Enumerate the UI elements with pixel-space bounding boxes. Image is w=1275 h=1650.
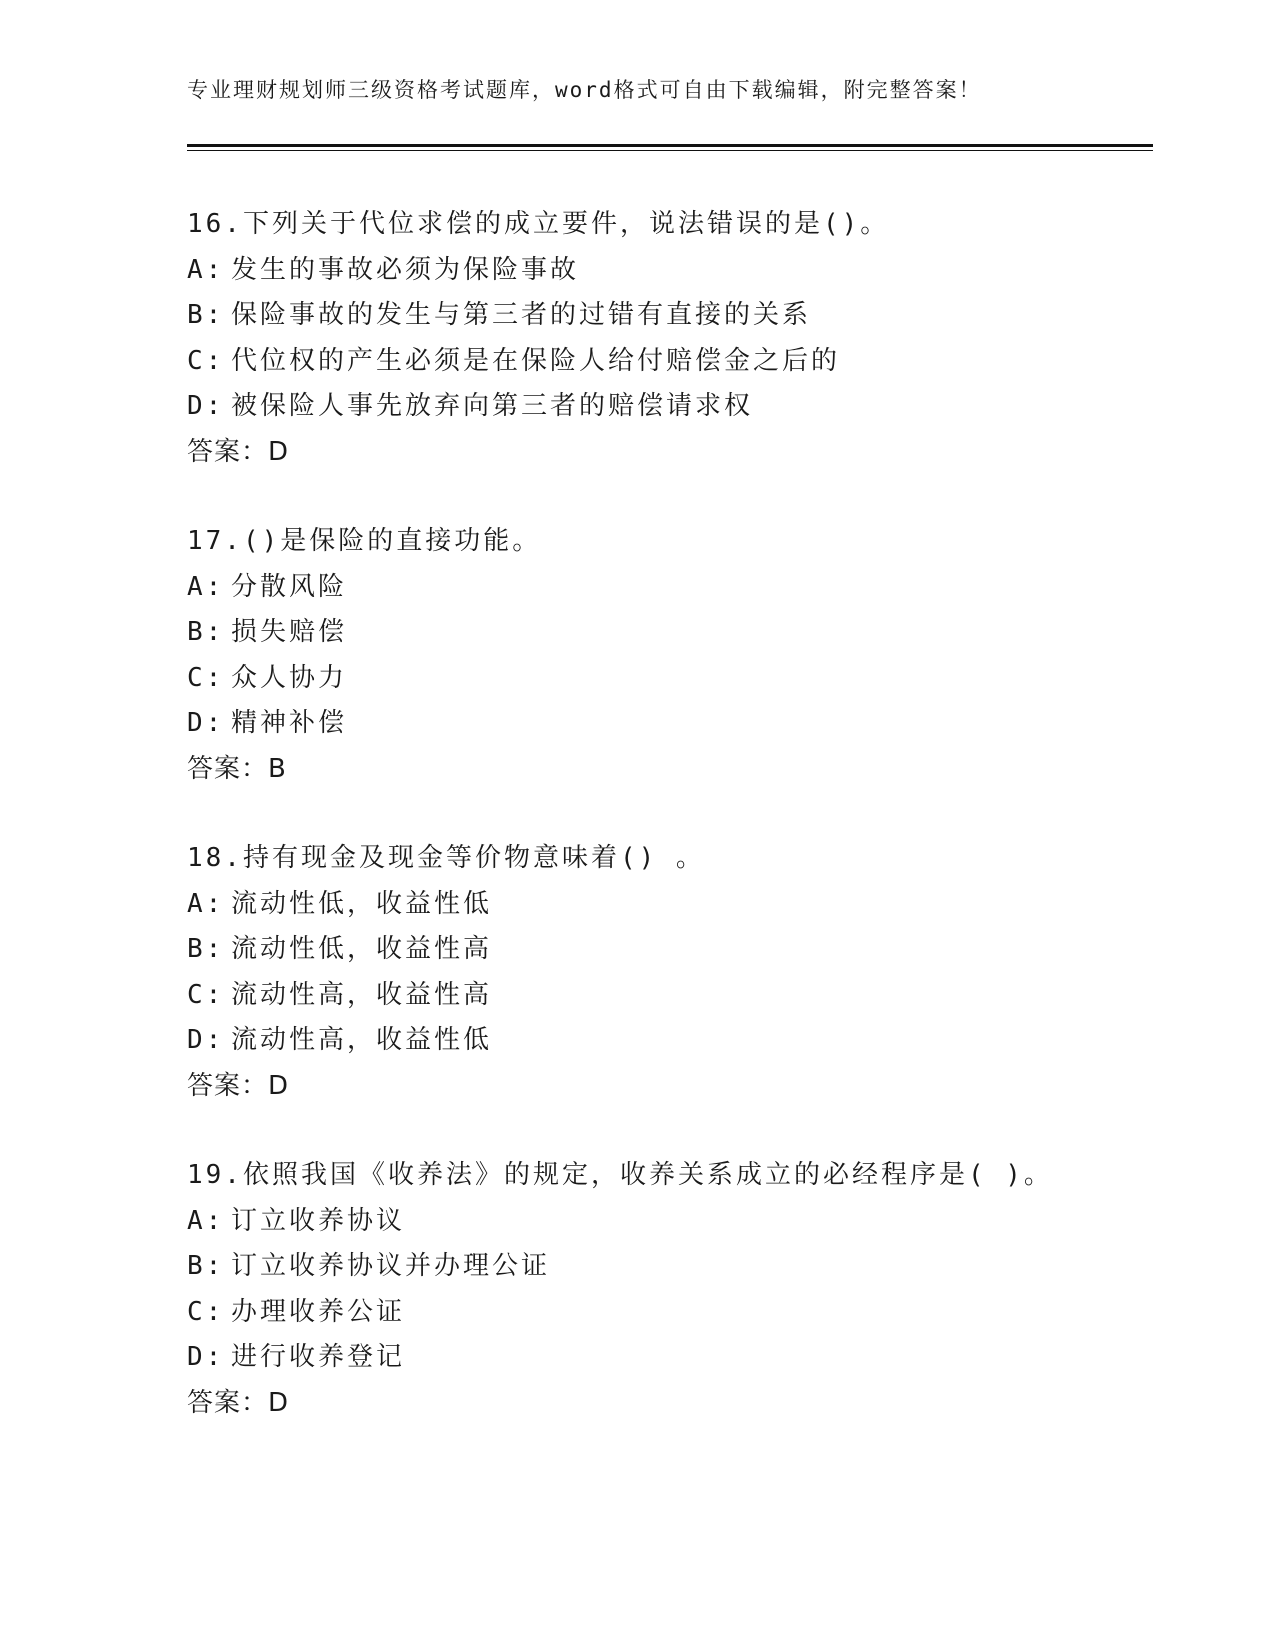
option-text: 损失赔偿 (231, 617, 348, 647)
answer-line: 答案：B (187, 753, 287, 784)
answer-line: 答案：D (187, 1070, 290, 1101)
option-a (187, 882, 1147, 928)
option-d (187, 701, 1147, 747)
option-letter: D: (187, 391, 225, 421)
header-rule (187, 144, 1153, 147)
question-19 (187, 1153, 1147, 1426)
option-c (187, 656, 1147, 702)
option-text: 订立收养协议 (231, 1205, 406, 1236)
document-header: 专业理财规划师三级资格考试题库，word格式可自由下载编辑，附完整答案！ (187, 78, 982, 102)
question-stem: 17.()是保险的直接功能。 (187, 526, 542, 556)
option-text: 流动性低，收益性高 (231, 934, 493, 964)
option-text: 分散风险 (231, 571, 348, 602)
option-letter: A: (187, 254, 225, 285)
option-text: 代位权的产生必须是在保险人给付赔偿金之后的 (231, 345, 841, 376)
option-letter: B: (187, 617, 225, 647)
option-text: 精神补偿 (231, 708, 348, 738)
option-a (187, 565, 1147, 611)
question-stem: 18.持有现金及现金等价物意味着() 。 (187, 843, 705, 873)
option-letter: B: (187, 300, 225, 330)
option-a (187, 1199, 1147, 1245)
option-c (187, 339, 1147, 385)
option-text: 保险事故的发生与第三者的过错有直接的关系 (231, 300, 812, 330)
option-letter: A: (187, 571, 225, 602)
option-d (187, 1335, 1147, 1381)
option-text: 发生的事故必须为保险事故 (231, 254, 580, 285)
option-letter: B: (187, 934, 225, 964)
option-letter: D: (187, 1025, 225, 1055)
option-a (187, 248, 1147, 294)
option-letter: B: (187, 1251, 225, 1281)
question-stem: 19.依照我国《收养法》的规定，收养关系成立的必经程序是( )。 (187, 1160, 1053, 1190)
question-16 (187, 202, 1147, 475)
option-text: 办理收养公证 (231, 1296, 406, 1327)
option-letter: A: (187, 1205, 225, 1236)
answer-line: 答案：D (187, 436, 290, 467)
answer-line: 答案：D (187, 1387, 290, 1418)
option-d (187, 1018, 1147, 1064)
option-letter: C: (187, 345, 225, 376)
question-18 (187, 836, 1147, 1109)
option-letter: D: (187, 708, 225, 738)
question-stem: 16.下列关于代位求偿的成立要件，说法错误的是()。 (187, 209, 890, 239)
option-text: 订立收养协议并办理公证 (231, 1251, 551, 1281)
option-text: 进行收养登记 (231, 1342, 406, 1372)
header-rule-thin (187, 150, 1153, 151)
option-letter: C: (187, 662, 225, 693)
option-b (187, 610, 1147, 656)
option-letter: A: (187, 888, 225, 919)
option-letter: C: (187, 1296, 225, 1327)
option-letter: C: (187, 979, 225, 1010)
option-text: 流动性低，收益性低 (231, 888, 493, 919)
option-letter: D: (187, 1342, 225, 1372)
option-c (187, 1290, 1147, 1336)
option-b (187, 1244, 1147, 1290)
option-c (187, 973, 1147, 1019)
question-list (187, 202, 1147, 1470)
option-text: 众人协力 (231, 662, 348, 693)
option-text: 流动性高，收益性高 (231, 979, 493, 1010)
option-b (187, 293, 1147, 339)
option-b (187, 927, 1147, 973)
option-text: 被保险人事先放弃向第三者的赔偿请求权 (231, 391, 754, 421)
option-text: 流动性高，收益性低 (231, 1025, 493, 1055)
question-17 (187, 519, 1147, 792)
option-d (187, 384, 1147, 430)
